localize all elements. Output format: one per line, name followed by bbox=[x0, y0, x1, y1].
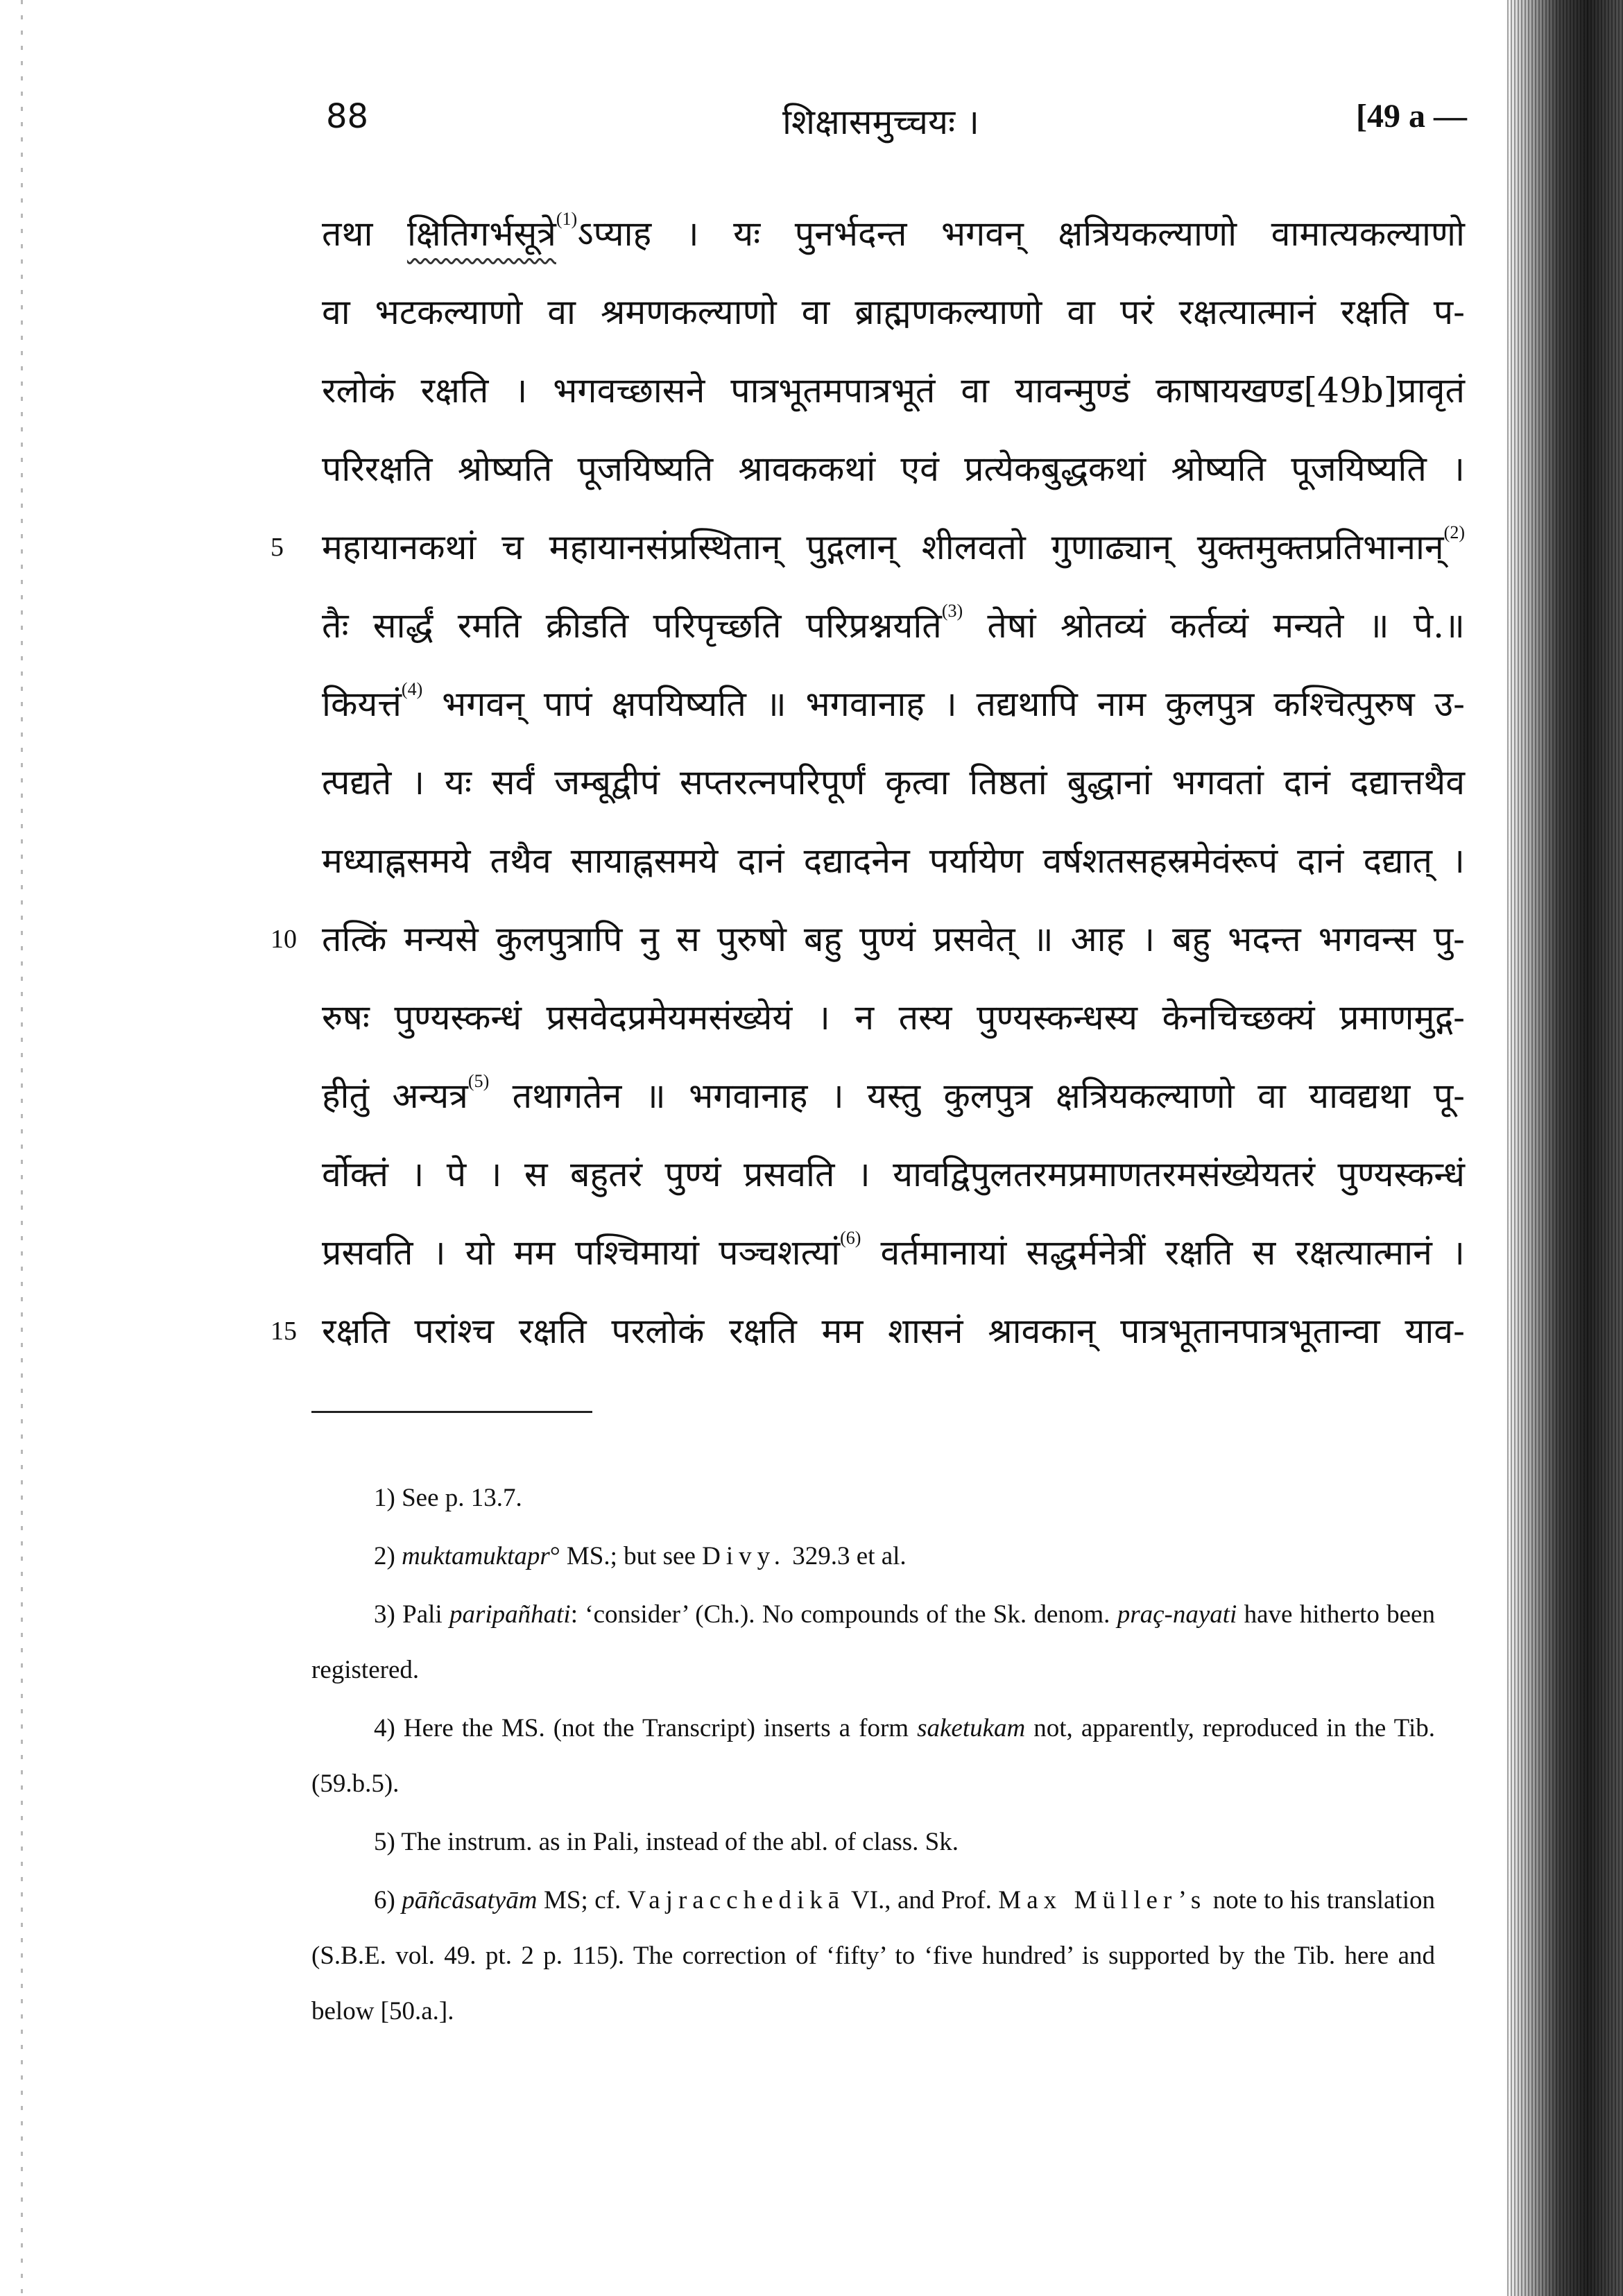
text-line bbox=[322, 1068, 1465, 1124]
text-line bbox=[322, 206, 1465, 262]
text-segment: मध्याह्नसमये तथैव सायाह्नसमये दानं दद्यादनेन पर्यायेण वर्षशतसहस्रमेवंरूपं दानं दद्यात् । bbox=[322, 841, 1465, 881]
text-line bbox=[322, 520, 1465, 575]
footnote-text: ° MS.; but see bbox=[549, 1542, 703, 1570]
footnote-marker: (3) bbox=[941, 601, 963, 621]
footnote-italic: muktamuktapr bbox=[402, 1542, 550, 1570]
footnote-text: 329.3 et al. bbox=[786, 1542, 907, 1570]
text-segment: रुषः पुण्यस्कन्धं प्रसवेदप्रमेयमसंख्येयं । न तस्य पुण्यस्कन्धस्य केनचिच्छक्यं प्रमाणमुद्ग- bbox=[322, 997, 1465, 1038]
footnote-text: 2) bbox=[374, 1542, 402, 1570]
page-number: 88 bbox=[326, 97, 369, 136]
footnote-text: 6) bbox=[374, 1886, 402, 1914]
footnote-marker: (5) bbox=[467, 1071, 490, 1091]
footnote-text: VI., and Prof. bbox=[845, 1886, 999, 1914]
footnote bbox=[311, 1873, 1435, 2039]
line-number: 15 bbox=[270, 1317, 297, 1346]
text-segment: महायानकथां च महायानसंप्रस्थितान् पुद्गलान् शीलवतो गुणाढ्यान् युक्तमुक्तप्रतिभानान् bbox=[322, 527, 1444, 567]
text-segment: वा भटकल्याणो वा श्रमणकल्याणो वा ब्राह्मणकल्याणो वा परं रक्षत्यात्मानं रक्षति प- bbox=[322, 292, 1465, 332]
text-segment: र्वोक्तं । पे । स बहुतरं पुण्यं प्रसवति । यावद्विपुलतरमप्रमाणतरमसंख्येयतरं पुण्यस्कन्धं bbox=[322, 1154, 1465, 1194]
text-segment: प्रसवति । यो मम पश्चिमायां पञ्चशत्यां bbox=[322, 1233, 841, 1273]
running-title: शिक्षासमुच्चयः । bbox=[782, 102, 979, 142]
footnote-italic: saketukam bbox=[917, 1714, 1026, 1742]
footnote-marker: (1) bbox=[556, 209, 578, 229]
text-segment: हीतुं अन्यत्र bbox=[322, 1076, 468, 1116]
text-line bbox=[322, 1225, 1465, 1280]
footnote-marker: (2) bbox=[1443, 522, 1465, 542]
footnote bbox=[311, 1587, 1435, 1698]
text-segment: तेषां श्रोतव्यं कर्तव्यं मन्यते ॥ पे.॥ bbox=[963, 606, 1465, 646]
footnote-italic: pāñcāsatyām bbox=[402, 1886, 538, 1914]
footnote bbox=[311, 1471, 1435, 1526]
text-segment: कियत्तं bbox=[322, 684, 402, 724]
footnote-text: Vajracchedikā bbox=[627, 1886, 845, 1914]
text-segment: तथा bbox=[322, 214, 407, 254]
text-line bbox=[322, 441, 1465, 497]
text-line bbox=[322, 1147, 1465, 1202]
footnote-rule bbox=[311, 1411, 592, 1413]
text-line bbox=[322, 911, 1465, 967]
footnote-text: MS; cf. bbox=[537, 1886, 628, 1914]
footnote bbox=[311, 1529, 1435, 1584]
footnote-text: 5) The instrum. as in Pali, instead of the abl. of class. Sk. bbox=[374, 1828, 959, 1856]
footnotes bbox=[311, 1471, 1435, 2042]
text-line bbox=[322, 990, 1465, 1045]
footnote-text: Divy. bbox=[702, 1542, 787, 1570]
footnote bbox=[311, 1701, 1435, 1812]
text-segment: परिरक्षति श्रोष्यति पूजयिष्यति श्रावककथां एवं प्रत्येकबुद्धकथां श्रोष्यति पूजयिष्यति । bbox=[322, 449, 1465, 489]
text-segment: ऽप्याह । यः पुनर्भदन्त भगवन् क्षत्रियकल्याणो वामात्यकल्याणो bbox=[577, 214, 1466, 254]
text-line bbox=[322, 284, 1465, 340]
text-line bbox=[322, 755, 1465, 810]
scan-right-edge bbox=[1505, 0, 1623, 2296]
text-line bbox=[322, 363, 1465, 418]
footnote-text: 4) Here the MS. (not the Transcript) inserts a form bbox=[374, 1714, 918, 1742]
footnote-text: Max Müller’s bbox=[998, 1886, 1207, 1914]
footnote bbox=[311, 1815, 1435, 1870]
text-segment: तत्किं मन्यसे कुलपुत्रापि नु स पुरुषो बहु पुण्यं प्रसवेत् ॥ आह । बहु भदन्त भगवन्स पु- bbox=[322, 919, 1465, 959]
text-segment: रक्षति परांश्च रक्षति परलोकं रक्षति मम शासनं श्रावकान् पात्रभूतानपात्रभूतान्वा याव- bbox=[322, 1311, 1465, 1351]
scan-left-edge bbox=[21, 0, 23, 2296]
footnote-text: 1) See p. 13.7. bbox=[374, 1484, 522, 1512]
footnote-text: note to his translation (S.B.E. vol. 49. pt. 2 p. 115). The correction of ‘fifty’ to ‘five hundred’ is supported by the Tib. here and below [50.a.]. bbox=[311, 1886, 1435, 2025]
text-segment: भगवन् पापं क्षपयिष्यति ॥ भगवानाह । तद्यथापि नाम कुलपुत्र कश्चित्पुरुष उ- bbox=[422, 684, 1465, 724]
text-line bbox=[322, 1303, 1465, 1359]
line-number: 5 bbox=[270, 533, 284, 562]
text-line bbox=[322, 676, 1465, 732]
text-segment: त्पद्यते । यः सर्वं जम्बूद्वीपं सप्तरत्नपरिपूर्णं कृत्वा तिष्ठतां बुद्धानां भगवतां दानं दद्यात्तथैव bbox=[322, 762, 1465, 803]
footnote-text: have hitherto been registered. bbox=[311, 1600, 1435, 1684]
text-segment: रलोकं रक्षति । भगवच्छासने पात्रभूतमपात्रभूतं वा यावन्मुण्डं काषायखण्ड[49b]प्रावृतं bbox=[322, 370, 1465, 411]
underlined-title: क्षितिगर्भसूत्रे bbox=[406, 214, 556, 254]
footnote-italic: paripañhati bbox=[449, 1600, 571, 1629]
text-segment: तथागतेन ॥ भगवानाह । यस्तु कुलपुत्र क्षत्रियकल्याणो वा यावद्यथा पू- bbox=[489, 1076, 1465, 1116]
footnote-italic: praç-nayati bbox=[1117, 1600, 1237, 1629]
footnote-marker: (6) bbox=[840, 1228, 861, 1248]
line-number: 10 bbox=[270, 925, 297, 954]
folio-reference: [49 a — bbox=[1356, 98, 1467, 135]
text-line bbox=[322, 833, 1465, 889]
text-line bbox=[322, 598, 1465, 653]
footnote-text: : ‘consider’ (Ch.). No compounds of the Sk. denom. bbox=[570, 1600, 1117, 1629]
footnote-marker: (4) bbox=[401, 679, 423, 699]
text-segment: तैः सार्द्धं रमति क्रीडति परिपृच्छति परिप्रश्नयति bbox=[322, 606, 942, 646]
footnote-text: not, apparently, reproduced in the Tib. (59.b.5). bbox=[311, 1714, 1435, 1798]
footnote-text: 3) Pali bbox=[374, 1600, 449, 1629]
text-segment: वर्तमानायां सद्धर्मनेत्रीं रक्षति स रक्षत्यात्मानं । bbox=[861, 1233, 1465, 1273]
